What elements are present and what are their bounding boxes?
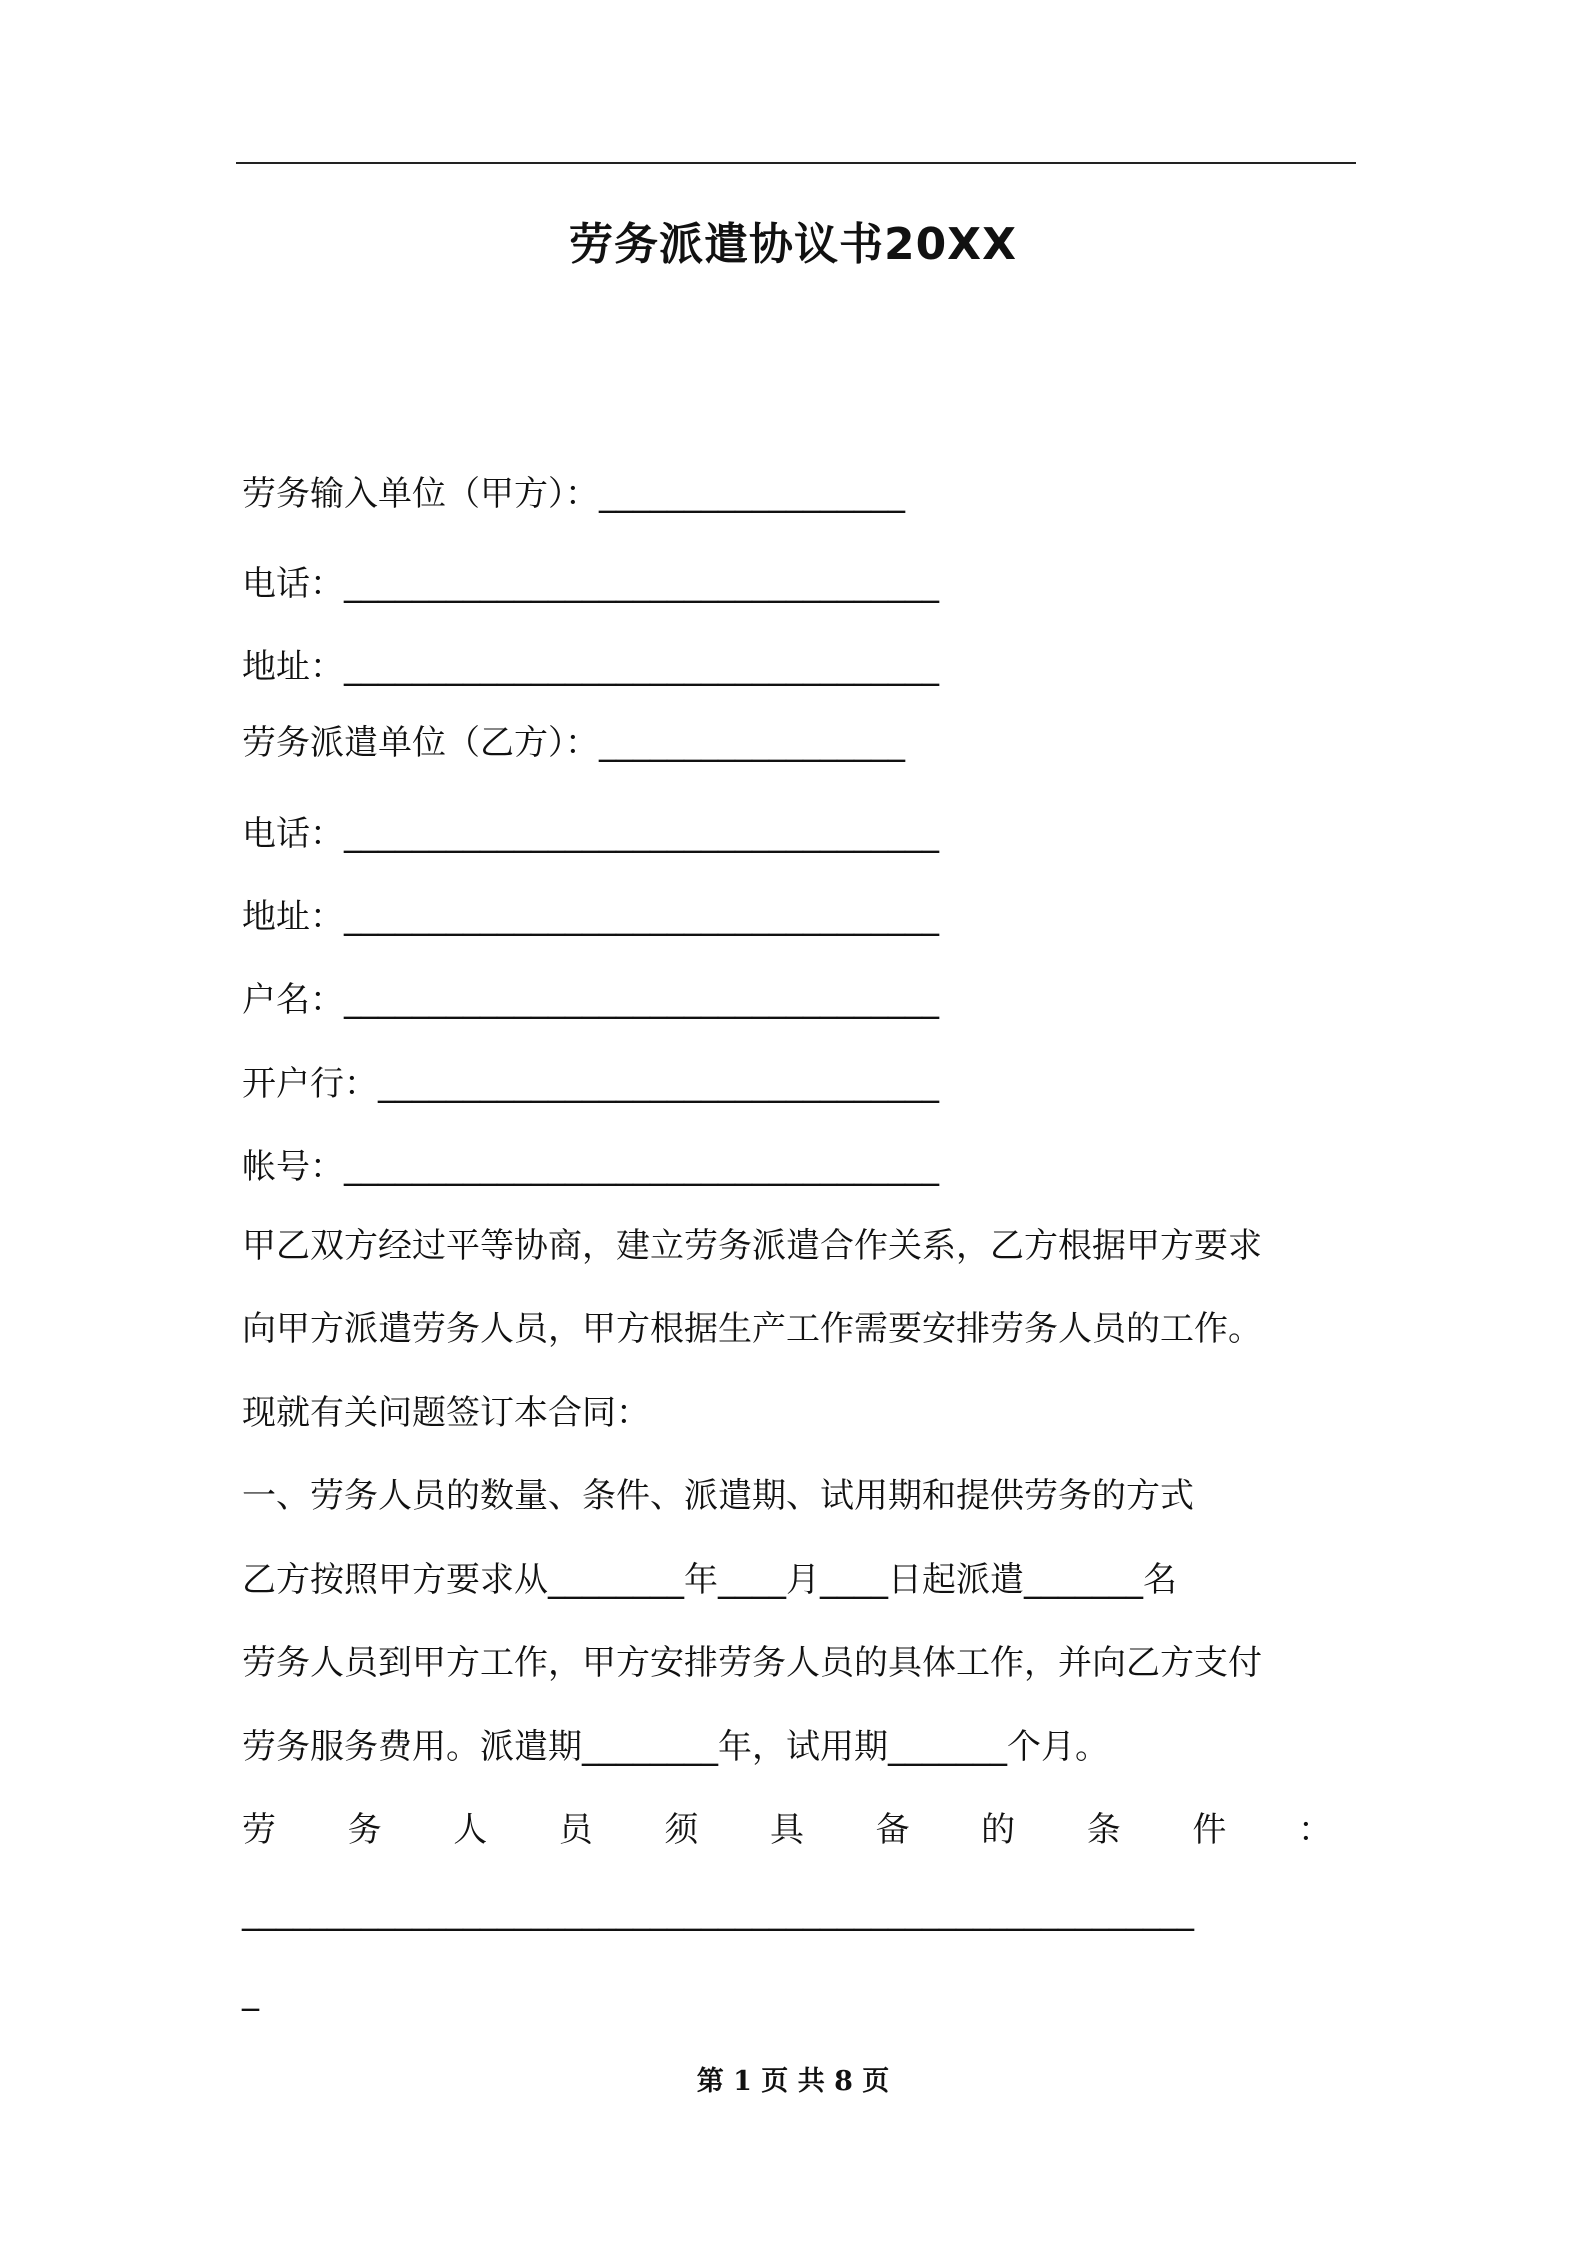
section-body-line: 劳务服务费用。派遣期________年，试用期_______个月。 (242, 1727, 1109, 1767)
party-a-phone-line: 电话：___________________________________ (242, 564, 939, 604)
intro-paragraph-line: 甲乙双方经过平等协商，建立劳务派遣合作关系，乙方根据甲方要求 (242, 1226, 1262, 1266)
section-body-line: 劳务人员到甲方工作，甲方安排劳务人员的具体工作，并向乙方支付 (242, 1643, 1262, 1683)
intro-paragraph-line: 向甲方派遣劳务人员，甲方根据生产工作需要安排劳务人员的工作。 (242, 1309, 1262, 1349)
party-b-phone-line: 电话：___________________________________ (242, 814, 939, 854)
conditions-label-char: 人 (453, 1810, 488, 1850)
account-number-line: 帐号：___________________________________ (242, 1147, 939, 1187)
conditions-label-char: 具 (769, 1810, 804, 1850)
trailing-blank-line: _ (242, 1972, 259, 2012)
header-rule (236, 162, 1356, 164)
conditions-label (242, 1806, 1332, 1854)
page-number: 第 1 页 共 8 页 (696, 2066, 890, 2097)
conditions-label-char: 务 (347, 1810, 382, 1850)
party-b-unit-line: 劳务派遣单位（乙方）：__________________ (242, 723, 905, 763)
conditions-label-char: 备 (875, 1810, 910, 1850)
conditions-label-char: 条 (1086, 1810, 1121, 1850)
conditions-label-char: 的 (981, 1810, 1016, 1850)
party-a-unit-line: 劳务输入单位（甲方）：__________________ (242, 474, 905, 514)
conditions-label-char: 员 (558, 1810, 593, 1850)
intro-paragraph-line: 现就有关问题签订本合同： (242, 1393, 650, 1433)
section-heading-1: 一、劳务人员的数量、条件、派遣期、试用期和提供劳务的方式 (242, 1476, 1194, 1516)
party-a-address-line: 地址：___________________________________ (242, 647, 939, 687)
party-b-address-line: 地址：___________________________________ (242, 897, 939, 937)
account-name-line: 户名：___________________________________ (242, 980, 939, 1020)
section-body-line: 乙方按照甲方要求从________年____月____日起派遣_______名 (242, 1560, 1177, 1600)
conditions-label-char: 须 (664, 1810, 699, 1850)
conditions-label-char: ： (1297, 1810, 1332, 1850)
bank-line: 开户行：_________________________________ (242, 1064, 939, 1104)
conditions-blank-line: ________________________________________________________ (242, 1892, 1194, 1932)
document-title: 劳务派遣协议书20XX (568, 219, 1018, 270)
conditions-label-char: 劳 (242, 1810, 276, 1850)
conditions-label-char: 件 (1192, 1810, 1227, 1850)
